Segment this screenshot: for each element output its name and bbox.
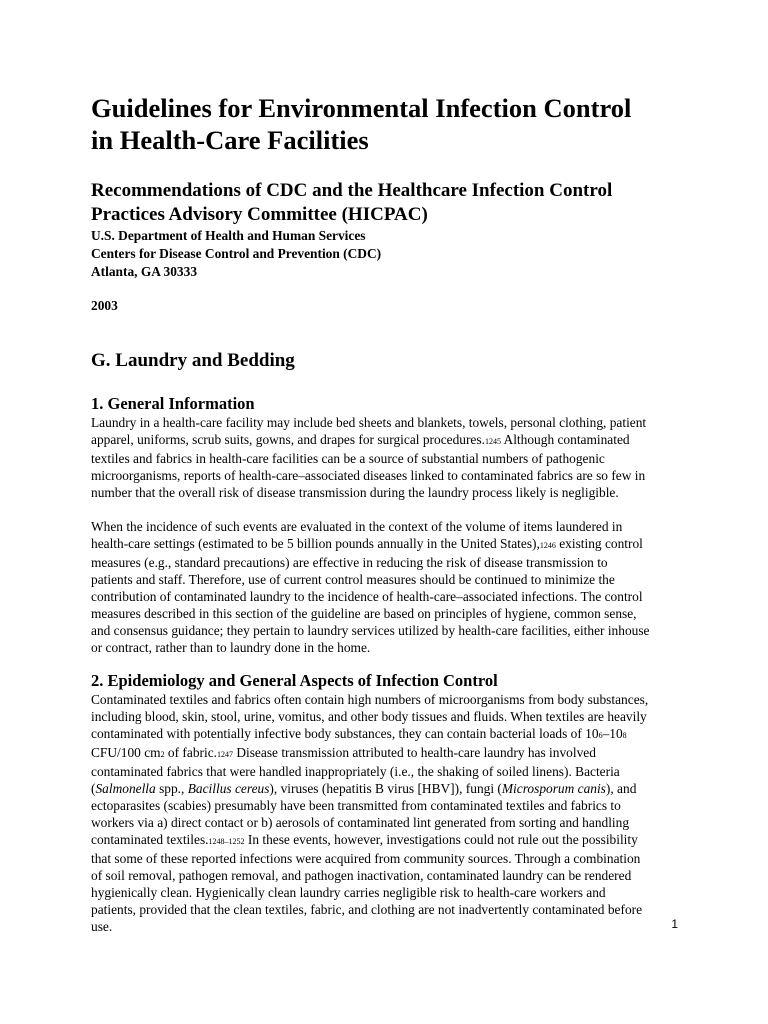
- subsection-heading-epidemiology: 2. Epidemiology and General Aspects of Infection Control: [91, 671, 498, 690]
- document-page: [91, 92, 677, 935]
- subsection-heading-general-information: 1. General Information: [91, 394, 255, 413]
- text-line: [91, 725, 677, 744]
- citation-ref: 1246: [539, 541, 556, 550]
- text-line: measures described in this section of the guideline are based on principles of hygiene, common sense,: [91, 606, 637, 621]
- text-line: [91, 535, 677, 554]
- text-line: Laundry in a health-care facility may include bed sheets and blankets, towels, personal clothing, patient: [91, 415, 647, 430]
- paragraph-general-information-1: [91, 414, 677, 501]
- text-line: [91, 780, 677, 797]
- title-line-1: Guidelines for Environmental Infection Control: [91, 93, 632, 123]
- text-line: and consensus guidance; they pertain to laundry services utilized by health-care facilities, either inhouse: [91, 623, 650, 638]
- exponent: 6: [598, 731, 603, 740]
- text-span: Although contaminated: [500, 432, 630, 447]
- text-line: or contract, rather than to laundry done in the home.: [91, 640, 371, 655]
- text-span: (: [91, 781, 96, 796]
- text-line: [91, 744, 677, 763]
- text-line: contribution of contaminated laundry to the incidence of health-care–associated infections. The control: [91, 589, 643, 604]
- text-line: measures (e.g., standard precautions) are effective in reducing the risk of disease transmission to: [91, 555, 608, 570]
- text-span: Disease transmission attributed to health-care laundry has involved: [232, 745, 596, 760]
- text-line: textiles and fabrics in health-care facilities can be a source of substantial numbers of pathogenic: [91, 451, 605, 466]
- text-line: workers via a) direct contact or b) aerosols of contaminated lint generated from sorting and handling: [91, 815, 630, 830]
- text-span: apparel, uniforms, scrub suits, gowns, and drapes for surgical procedures.: [91, 432, 485, 447]
- species-name: Salmonella: [95, 781, 156, 796]
- citation-ref: 1247: [216, 750, 233, 759]
- text-span: existing control: [555, 536, 643, 551]
- text-span: –10: [602, 726, 623, 741]
- text-line: Contaminated textiles and fabrics often contain high numbers of microorganisms from body substances,: [91, 692, 649, 707]
- text-line: number that the overall risk of disease transmission during the laundry process likely is negligible.: [91, 485, 619, 500]
- exponent: 8: [622, 731, 627, 740]
- text-line: [91, 831, 677, 850]
- subtitle-line-2: Practices Advisory Committee (HICPAC): [91, 204, 428, 225]
- text-span: In these events, however, investigations could not rule out the possibility: [244, 832, 638, 847]
- species-name: Microsporum canis: [501, 781, 606, 796]
- publication-year: 2003: [91, 298, 118, 313]
- paragraph-epidemiology: [91, 691, 677, 935]
- text-span: spp.,: [155, 781, 188, 796]
- text-line: that some of these reported infections were acquired from community sources. Through a combination: [91, 851, 641, 866]
- section-heading: G. Laundry and Bedding: [91, 350, 295, 371]
- text-line: ectoparasites (scabies) presumably have been transmitted from contaminated textiles and fabrics to: [91, 798, 621, 813]
- organization-block: [91, 227, 677, 281]
- text-span: CFU/100 cm: [91, 745, 161, 760]
- citation-ref: 1248–1252: [208, 837, 245, 846]
- text-span: health-care settings (estimated to be 5 billion pounds annually in the United States),: [91, 536, 540, 551]
- subtitle-line-1: Recommendations of CDC and the Healthcare Infection Control: [91, 180, 613, 201]
- text-line: of soil removal, pathogen removal, and pathogen inactivation, contaminated laundry can be rendered: [91, 868, 632, 883]
- org-line-3: Atlanta, GA 30333: [91, 264, 198, 279]
- page-number: 1: [671, 917, 678, 931]
- text-line: When the incidence of such events are evaluated in the context of the volume of items laundered in: [91, 519, 623, 534]
- text-line: [91, 431, 677, 450]
- text-line: use.: [91, 919, 113, 934]
- document-title: [91, 92, 677, 156]
- paragraph-general-information-2: [91, 518, 677, 656]
- text-line: including blood, skin, stool, urine, vomitus, and other body tissues and fluids. When textiles are heavily: [91, 709, 647, 724]
- species-name: Bacillus cereus: [187, 781, 270, 796]
- text-line: microorganisms, reports of health-care–associated diseases linked to contaminated fabrics are so few in: [91, 468, 646, 483]
- text-line: hygienically clean. Hygienically clean laundry carries negligible risk to health-care workers and: [91, 885, 606, 900]
- text-span: ), and: [605, 781, 637, 796]
- text-span: contaminated textiles.: [91, 832, 209, 847]
- document-subtitle: [91, 179, 677, 227]
- text-span: of fabric.: [164, 745, 217, 760]
- exponent: 2: [160, 750, 165, 759]
- text-line: patients, provided that the clean textiles, fabric, and clothing are not inadvertently contaminated before: [91, 902, 643, 917]
- text-line: contaminated fabrics that were handled inappropriately (i.e., the shaking of soiled linens). Bacteria: [91, 764, 620, 779]
- text-span: contaminated with potentially infective body substances, they can contain bacterial loads of 10: [91, 726, 599, 741]
- title-line-2: in Health-Care Facilities: [91, 125, 369, 155]
- org-line-2: Centers for Disease Control and Prevention (CDC): [91, 246, 382, 261]
- text-line: patients and staff. Therefore, use of current control measures should be continued to minimize the: [91, 572, 615, 587]
- text-span: ), viruses (hepatitis B virus [HBV]), fungi (: [269, 781, 502, 796]
- org-line-1: U.S. Department of Health and Human Services: [91, 228, 366, 243]
- citation-ref: 1245: [484, 437, 501, 446]
